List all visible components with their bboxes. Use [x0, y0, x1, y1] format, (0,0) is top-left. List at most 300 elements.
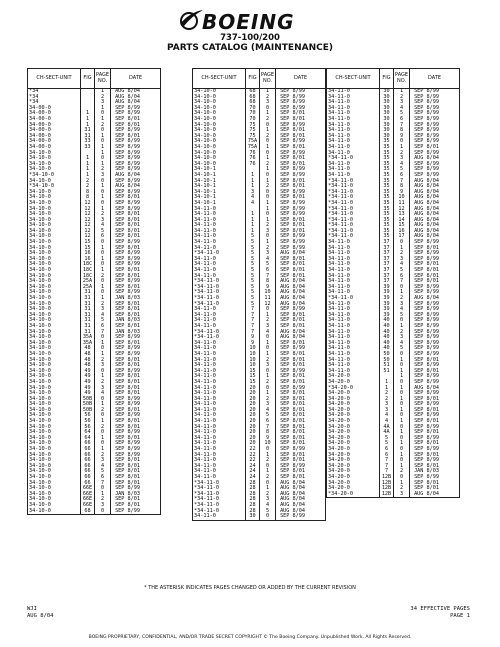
cell-page: 1 [260, 313, 276, 319]
header-date: DATE [111, 69, 161, 89]
cell-fig: 48 [81, 346, 95, 352]
cell-page: 0 [394, 402, 410, 408]
cell-fig: 64 [81, 430, 95, 436]
cell-page: 8 [260, 279, 276, 285]
cell-fig: 20 [246, 436, 260, 442]
cell-fig: 18C [81, 268, 95, 274]
cell-section: *34-11-0 [327, 195, 380, 201]
cell-date: AUG 8/04 [280, 328, 306, 335]
cell-fig: 22 [246, 453, 260, 459]
cell-date: AUG 8/04 [280, 507, 306, 514]
cell-date: AUG 8/04 [280, 496, 306, 503]
cell-section: 34-11-0 [193, 413, 246, 419]
cell-fig: 7 [246, 307, 260, 313]
cell-date: SEP 8/01 [414, 418, 440, 425]
cell-fig: 20 [246, 441, 260, 447]
cell-section: 34-11-0 [327, 139, 380, 145]
cell-date: SEP 8/01 [280, 390, 306, 397]
cell-page: 2 [260, 397, 276, 403]
cell-page: 2 [95, 453, 111, 459]
cell-date: SEP 8/99 [280, 171, 306, 178]
cell-fig: 10 [246, 352, 260, 358]
cell-page: 2 [394, 486, 410, 492]
cell-fig: 28 [246, 509, 260, 515]
cell-date: SEP 8/99 [280, 121, 306, 128]
table-row [28, 509, 161, 515]
cell-date: SEP 8/01 [280, 401, 306, 408]
cell-page: 2 [260, 246, 276, 252]
cell-section: *34-11-0 [193, 492, 246, 498]
cell-page: 0 [95, 201, 111, 207]
cell-date: SEP 8/99 [280, 149, 306, 156]
cell-date: AUG 8/04 [280, 334, 306, 341]
cell-section: 34-10-0 [193, 100, 246, 106]
cell-section: 34-11-0 [327, 251, 380, 257]
cell-date: SEP 8/01 [414, 356, 440, 363]
cell-date: SEP 8/99 [115, 255, 141, 262]
cell-page: 2 [394, 469, 410, 475]
cell-fig: 2 [380, 397, 394, 403]
cell-date: SEP 8/99 [115, 177, 141, 184]
cell-page: 3 [260, 251, 276, 257]
cell-date: SEP 8/01 [280, 194, 306, 201]
cell-fig: 31 [81, 324, 95, 330]
cell-page: 0 [260, 234, 276, 240]
footer-date: AUG 8/04 [27, 613, 54, 619]
cell-page: 0 [260, 173, 276, 179]
cell-section: 34-10-0 [28, 475, 81, 481]
cell-date: SEP 8/99 [414, 457, 440, 464]
header-page: PAGE NO. [260, 69, 276, 89]
cell-page: 0 [95, 262, 111, 268]
cell-date: SEP 8/99 [280, 446, 306, 453]
cell-date: SEP 8/01 [414, 440, 440, 447]
cell-date: SEP 8/99 [414, 378, 440, 385]
cell-section: 34-10-0 [28, 358, 81, 364]
cell-section: 34-11-0 [193, 307, 246, 313]
cell-page: 4 [95, 464, 111, 470]
cell-page: 3 [260, 229, 276, 235]
cell-section: 34-10-0 [28, 274, 81, 280]
cell-fig: 76 [246, 156, 260, 162]
cell-section: 34-20-0 [327, 486, 380, 492]
cell-section: *34-11-0 [193, 251, 246, 257]
cell-fig: 1 [380, 385, 394, 391]
cell-fig: 30 [380, 95, 394, 101]
cell-section: 34-10-1 [193, 195, 246, 201]
cell-page: 10 [394, 195, 410, 201]
cell-section: 34-20-0 [327, 453, 380, 459]
cell-fig: 66 [81, 464, 95, 470]
cell-section: 34-10-0 [28, 453, 81, 459]
cell-fig: 56 [81, 419, 95, 425]
cell-section: 34-10-1 [193, 179, 246, 185]
cell-section: *34-11-0 [193, 279, 246, 285]
cell-date: AUG 8/04 [414, 199, 440, 206]
cell-page: 1 [394, 419, 410, 425]
cell-page: 2 [260, 492, 276, 498]
cell-date: SEP 8/99 [280, 244, 306, 251]
cell-date: SEP 8/99 [414, 99, 440, 106]
cell-section: 34-11-0 [327, 106, 380, 112]
cell-section: 34-10-0 [28, 385, 81, 391]
cell-section: 34-11-0 [193, 257, 246, 263]
cell-fig: 66 [81, 441, 95, 447]
cell-page: 1 [394, 430, 410, 436]
cell-section: 34-00-0 [28, 145, 81, 151]
cell-section: 34-11-0 [193, 274, 246, 280]
cell-fig: 35 [380, 162, 394, 168]
cell-date: SEP 8/01 [414, 272, 440, 279]
cell-date: SEP 8/99 [115, 334, 141, 341]
cell-date: SEP 8/99 [414, 250, 440, 257]
cell-section: 34-10-0 [28, 397, 81, 403]
cell-page: 5 [95, 229, 111, 235]
cell-date: SEP 8/99 [414, 283, 440, 290]
cell-page: 2 [260, 318, 276, 324]
cell-page: 1 [95, 89, 111, 95]
cell-date: AUG 8/04 [414, 233, 440, 240]
cell-page: 3 [260, 324, 276, 330]
cell-section: 34-11-0 [193, 469, 246, 475]
header-section: CH-SECT-UNIT [28, 69, 81, 89]
cell-date: SEP 8/99 [115, 188, 141, 195]
cell-page: 9 [394, 190, 410, 196]
cell-fig: 30 [246, 514, 260, 520]
cell-date: SEP 8/99 [414, 339, 440, 346]
cell-section: 34-11-0 [193, 206, 246, 212]
cell-page: 14 [394, 218, 410, 224]
cell-section: 34-11-0 [193, 425, 246, 431]
cell-date: SEP 8/99 [115, 104, 141, 111]
cell-page: 1 [95, 447, 111, 453]
cell-page: 1 [394, 369, 410, 375]
cell-section: 34-11-0 [193, 229, 246, 235]
cell-page: 0 [95, 441, 111, 447]
cell-section: *34-11-0 [193, 302, 246, 308]
cell-section: *34-11-0 [327, 206, 380, 212]
cell-section: 34-10-0 [28, 234, 81, 240]
cell-page: 1 [95, 352, 111, 358]
cell-fig: 2 [81, 184, 95, 190]
cell-date: SEP 8/01 [115, 474, 141, 481]
cell-page: 0 [394, 318, 410, 324]
cell-date: SEP 8/99 [115, 166, 141, 173]
cell-page: 0 [394, 413, 410, 419]
cell-page: 0 [95, 509, 111, 515]
cell-page: 9 [394, 134, 410, 140]
cell-page: 5 [394, 268, 410, 274]
cell-fig: 5 [246, 285, 260, 291]
cell-date: SEP 8/99 [115, 199, 141, 206]
cell-page: 0 [394, 352, 410, 358]
cell-page: 1 [260, 391, 276, 397]
cell-section: *34-11-0 [193, 497, 246, 503]
cell-page: 6 [95, 324, 111, 330]
cell-section: 34-20-0 [327, 458, 380, 464]
cell-date: SEP 8/99 [280, 93, 306, 100]
cell-date: SEP 8/01 [115, 272, 141, 279]
cell-section: 34-10-0 [28, 509, 81, 515]
cell-page: 4 [95, 313, 111, 319]
cell-section: 34-11-0 [327, 257, 380, 263]
cell-fig: 35 [380, 212, 394, 218]
cell-page: 1 [394, 358, 410, 364]
cell-page: 4 [394, 341, 410, 347]
cell-fig: 35 [380, 218, 394, 224]
cell-section: 34-11-0 [193, 475, 246, 481]
footer-code: WJI [27, 606, 37, 612]
cell-page: 0 [394, 380, 410, 386]
cell-page: 4 [95, 223, 111, 229]
cell-date: JAN 8/03 [414, 468, 440, 475]
cell-date: SEP 8/01 [280, 362, 306, 369]
cell-date: SEP 8/01 [115, 362, 141, 369]
cell-section: 34-11-0 [193, 430, 246, 436]
cell-date: SEP 8/01 [280, 440, 306, 447]
cell-date: SEP 8/99 [115, 239, 141, 246]
cell-page: 12 [260, 302, 276, 308]
cell-section: 34-10-1 [193, 173, 246, 179]
cell-section: 34-10-0 [28, 190, 81, 196]
cell-fig: 56 [81, 425, 95, 431]
cell-section: *34-11-0 [327, 218, 380, 224]
cell-section: *34-11-0 [327, 212, 380, 218]
cell-section: 34-11-0 [327, 307, 380, 313]
cell-date: AUG 8/04 [414, 155, 440, 162]
cell-date: SEP 8/01 [280, 474, 306, 481]
cell-section: 34-11-0 [193, 385, 246, 391]
cell-section: *34-11-0 [327, 190, 380, 196]
cell-fig: 1 [81, 173, 95, 179]
cell-date: AUG 8/04 [115, 88, 141, 95]
cell-page: 0 [95, 128, 111, 134]
cell-date: SEP 8/01 [280, 132, 306, 139]
cell-fig: 68 [81, 509, 95, 515]
cell-section: 34-11-0 [327, 330, 380, 336]
cell-page: 0 [394, 458, 410, 464]
cell-section: *34-11-0 [327, 179, 380, 185]
table-header [28, 69, 161, 89]
cell-fig: 5 [246, 290, 260, 296]
cell-date: SEP 8/01 [280, 155, 306, 162]
cell-page: 1 [95, 106, 111, 112]
cell-section: 34-11-0 [193, 369, 246, 375]
cell-section: 34-11-0 [193, 514, 246, 520]
cell-section: 34-11-0 [327, 173, 380, 179]
footer-left [27, 606, 54, 620]
cell-section: 34-11-0 [327, 95, 380, 101]
cell-section: 34-10-0 [28, 179, 81, 185]
cell-fig: 35 [380, 184, 394, 190]
cell-date: SEP 8/99 [115, 261, 141, 268]
cell-date: SEP 8/01 [280, 395, 306, 402]
cell-fig: 37 [380, 268, 394, 274]
cell-date: AUG 8/04 [414, 222, 440, 229]
cell-fig: 76 [246, 162, 260, 168]
cell-fig: 5 [246, 274, 260, 280]
cell-date: SEP 8/01 [115, 121, 141, 128]
cell-section: 34-11-0 [193, 419, 246, 425]
cell-section: 34-10-0 [193, 128, 246, 134]
cell-section: 34-20-0 [327, 374, 380, 380]
cell-date: AUG 8/04 [280, 300, 306, 307]
cell-section: 34-10-0 [28, 374, 81, 380]
cell-date: SEP 8/01 [414, 406, 440, 413]
cell-section: 34-11-0 [327, 268, 380, 274]
cell-section: 34-10-0 [28, 156, 81, 162]
cell-section: *34-11-0 [193, 335, 246, 341]
cell-date: SEP 8/01 [115, 434, 141, 441]
cell-date: SEP 8/01 [280, 317, 306, 324]
cell-section: 34-20-0 [327, 397, 380, 403]
cell-fig: 22 [246, 447, 260, 453]
cell-date: SEP 8/01 [280, 177, 306, 184]
cell-fig: 51 [380, 363, 394, 369]
cell-date: SEP 8/01 [414, 429, 440, 436]
cell-section: 34-10-0 [28, 240, 81, 246]
cell-fig: 66 [81, 475, 95, 481]
cell-date: SEP 8/01 [280, 339, 306, 346]
cell-fig: 20 [246, 408, 260, 414]
cell-section: 34-11-0 [327, 363, 380, 369]
cell-section: 34-20-0 [327, 447, 380, 453]
cell-section: 34-10-0 [28, 318, 81, 324]
cell-fig: 35 [380, 223, 394, 229]
cell-date: SEP 8/01 [280, 227, 306, 234]
cell-section: *34-11-0 [327, 156, 380, 162]
cell-fig: 75A [246, 145, 260, 151]
cell-date: SEP 8/99 [280, 513, 306, 520]
cell-section: 34-10-0 [28, 302, 81, 308]
cell-fig: 7 [246, 324, 260, 330]
cell-fig: 28 [246, 481, 260, 487]
cell-page: 1 [260, 469, 276, 475]
catalog-title: PARTS CATALOG (MAINTENANCE) [167, 43, 333, 53]
cell-date: SEP 8/99 [414, 412, 440, 419]
cell-date: SEP 8/01 [280, 222, 306, 229]
cell-fig: 70 [246, 111, 260, 117]
cell-page: 2 [260, 358, 276, 364]
cell-date: SEP 8/01 [115, 132, 141, 139]
cell-page: 15 [394, 223, 410, 229]
cell-fig: 7 [246, 318, 260, 324]
cell-page: 0 [95, 335, 111, 341]
cell-section: 34-11-0 [193, 318, 246, 324]
cell-page: 1 [394, 385, 410, 391]
cell-section: 34-11-0 [193, 441, 246, 447]
cell-date: SEP 8/01 [115, 116, 141, 123]
cell-section: 34-00-0 [28, 106, 81, 112]
cell-section: 34-10-0 [28, 285, 81, 291]
cell-date: SEP 8/01 [115, 300, 141, 307]
cell-fig: 7 [246, 330, 260, 336]
cell-section: 34-10-0 [193, 139, 246, 145]
header-fig: FIG [380, 69, 394, 89]
cell-page: 1 [260, 111, 276, 117]
cell-section: 34-11-0 [327, 318, 380, 324]
cell-date: SEP 8/99 [414, 104, 440, 111]
cell-fig: 20 [246, 430, 260, 436]
cell-page: 0 [260, 106, 276, 112]
cell-section: 34-10-0 [28, 363, 81, 369]
cell-date: SEP 8/99 [414, 474, 440, 481]
cell-section: 34-10-0 [28, 402, 81, 408]
cell-date: SEP 8/99 [414, 239, 440, 246]
cell-page: 2 [260, 223, 276, 229]
cell-section: 34-10-0 [28, 503, 81, 509]
cell-section: 34-11-0 [193, 402, 246, 408]
cell-date: SEP 8/99 [414, 289, 440, 296]
cell-page: 3 [95, 385, 111, 391]
cell-section: 34-10-0 [28, 497, 81, 503]
cell-section: 34-10-0 [28, 369, 81, 375]
cell-section: 34-10-1 [193, 167, 246, 173]
cell-section: 34-10-0 [28, 346, 81, 352]
cell-fig: 5 [246, 268, 260, 274]
cell-fig: 10 [246, 358, 260, 364]
cell-page: 6 [260, 268, 276, 274]
cell-fig: 30 [380, 117, 394, 123]
cell-date: SEP 8/99 [280, 239, 306, 246]
cell-fig: 5 [246, 296, 260, 302]
cell-section: 34-11-0 [327, 313, 380, 319]
cell-fig: 66 [81, 447, 95, 453]
cell-date: SEP 8/99 [414, 350, 440, 357]
cell-fig: 64 [81, 436, 95, 442]
cell-page: 0 [95, 430, 111, 436]
cell-section: 34-11-0 [193, 358, 246, 364]
boeing-logo [178, 6, 322, 36]
cell-section: 34-11-0 [327, 240, 380, 246]
cell-page: 1 [95, 134, 111, 140]
cell-section: 34-10-0 [28, 335, 81, 341]
cell-fig: 50 [380, 358, 394, 364]
cell-date: SEP 8/99 [414, 255, 440, 262]
cell-page: 2 [95, 123, 111, 129]
cell-date: AUG 8/04 [414, 211, 440, 218]
cell-fig: 25A [81, 285, 95, 291]
cell-page: 1 [95, 162, 111, 168]
cell-section: 34-00-0 [28, 128, 81, 134]
cell-fig: 49 [81, 391, 95, 397]
cell-fig: 9 [246, 335, 260, 341]
cell-date: AUG 8/04 [280, 295, 306, 302]
cell-date: SEP 8/01 [115, 311, 141, 318]
cell-page: 4 [394, 162, 410, 168]
cell-fig: 37 [380, 262, 394, 268]
cell-fig: 12B [380, 486, 394, 492]
cell-page: 6 [95, 234, 111, 240]
cell-fig: 12B [380, 481, 394, 487]
cell-section: 34-11-0 [193, 380, 246, 386]
cell-section: 34-11-0 [193, 447, 246, 453]
cell-page: 1 [260, 341, 276, 347]
cell-page: 0 [260, 195, 276, 201]
cell-date: SEP 8/01 [115, 418, 141, 425]
cell-page: 8 [394, 184, 410, 190]
cell-fig: 1 [246, 218, 260, 224]
cell-date: AUG 8/04 [280, 278, 306, 285]
cell-fig: 12 [81, 218, 95, 224]
cell-page: 3 [394, 335, 410, 341]
cell-fig: 24 [246, 475, 260, 481]
cell-date: SEP 8/01 [115, 216, 141, 223]
cell-date: SEP 8/01 [280, 423, 306, 430]
cell-section: *34 [28, 100, 81, 106]
cell-section: 34-10-0 [28, 313, 81, 319]
cell-section: 34-10-0 [28, 257, 81, 263]
